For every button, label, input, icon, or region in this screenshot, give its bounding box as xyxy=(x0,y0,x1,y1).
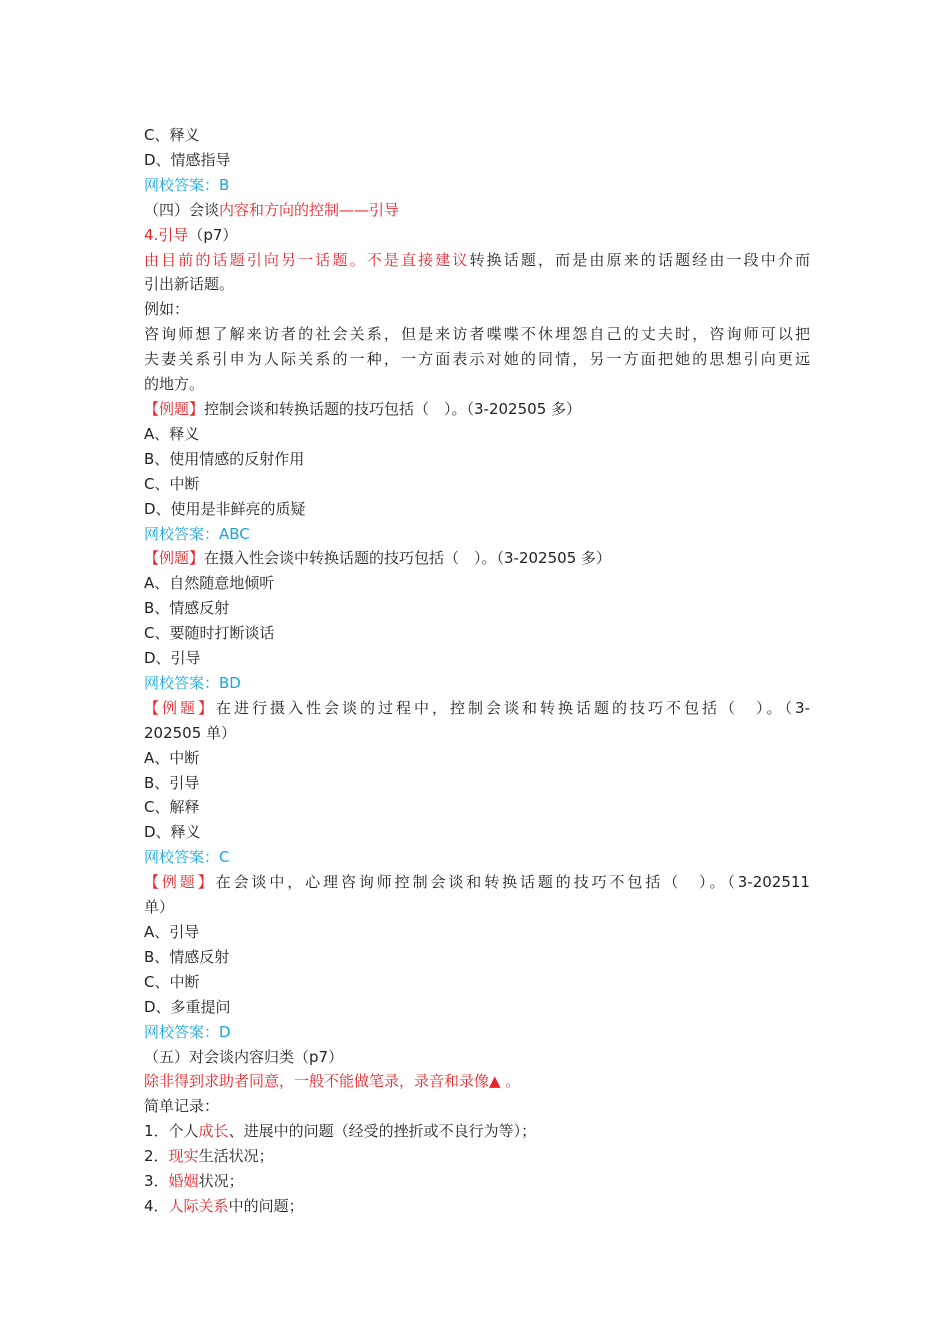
question-text: 在摄入性会谈中转换话题的技巧包括（ ）。（3-202505 多） xyxy=(204,549,612,568)
answer-line: 网校答案：D xyxy=(144,1022,231,1041)
question-option: B、使用情感的反射作用 xyxy=(144,449,305,468)
question-option: D、多重提问 xyxy=(144,997,231,1016)
question-option: A、自然随意地倾听 xyxy=(144,574,275,593)
question-option: A、释义 xyxy=(144,424,200,443)
question-text: 控制会谈和转换话题的技巧包括（ ）。（3-202505 多） xyxy=(204,399,582,418)
definition-line: 引出新话题。 xyxy=(144,275,235,294)
answer-line: 网校答案：ABC xyxy=(144,524,250,543)
list-item xyxy=(144,1194,810,1219)
example-label: 例如： xyxy=(144,300,190,319)
list-item-highlight: 婚姻 xyxy=(168,1172,199,1191)
question-option: A、中断 xyxy=(144,748,200,767)
question-text-cont: 单） xyxy=(144,898,175,917)
answer-line: 网校答案：B xyxy=(144,175,230,194)
question-option: C、中断 xyxy=(144,972,200,991)
question-tag: 【例题】 xyxy=(144,399,205,418)
definition-text: 转换话题，而是由原来的话题经由一段中介而 xyxy=(469,250,810,269)
question-option: C、要随时打断谈话 xyxy=(144,624,275,643)
question-option: B、情感反射 xyxy=(144,599,230,618)
record-label: 简单记录： xyxy=(144,1097,220,1116)
list-item-text: 、进展中的问题（经受的挫折或不良行为等）； xyxy=(228,1122,537,1141)
triangle-marker-icon: ▲ xyxy=(489,1072,501,1091)
list-item-text: 生活状况； xyxy=(198,1147,274,1166)
list-item xyxy=(144,1119,810,1144)
example-text: 夫妻关系引申为人际关系的一种，一方面表示对她的同情，另一方面把她的思想引向更远 xyxy=(144,350,810,369)
example-text: 的地方。 xyxy=(144,375,205,394)
list-item-num: 2． xyxy=(144,1147,169,1166)
section-heading-highlight: 内容和方向的控制——引导 xyxy=(219,200,400,219)
note-text: 除非得到求助者同意，一般不能做笔录，录音和录像 xyxy=(144,1072,490,1091)
option-c: C、释义 xyxy=(144,126,200,144)
subsection-title xyxy=(144,223,810,248)
list-item xyxy=(144,1169,810,1194)
list-item-text: 状况； xyxy=(198,1172,244,1191)
question-option: C、解释 xyxy=(144,798,200,817)
question-text: 在进行摄入性会谈的过程中，控制会谈和转换话题的技巧不包括（ ）。（3- xyxy=(216,698,810,717)
note-end: 。 xyxy=(500,1072,521,1091)
question-tag: 【例题】 xyxy=(144,549,205,568)
section-heading-part: （四）会谈 xyxy=(144,200,220,219)
question-option: A、引导 xyxy=(144,923,200,941)
list-item xyxy=(144,1144,810,1169)
question-stem xyxy=(144,870,810,895)
subsection-title-text: 4.引导 xyxy=(144,225,189,244)
document-page xyxy=(144,123,810,1219)
question-option: D、使用是非鲜亮的质疑 xyxy=(144,499,306,518)
list-item-num: 3． xyxy=(144,1172,169,1191)
question-text-cont: 202505 单） xyxy=(144,723,237,742)
question-option: B、引导 xyxy=(144,773,200,792)
definition-line xyxy=(144,248,810,273)
question-tag: 【例题】 xyxy=(144,698,217,717)
question-stem xyxy=(144,546,810,571)
question-stem xyxy=(144,696,810,721)
list-item-num: 1．个人 xyxy=(144,1122,199,1141)
list-item-num: 4． xyxy=(144,1196,169,1215)
list-item-highlight: 成长 xyxy=(198,1122,229,1141)
section-heading xyxy=(144,198,810,223)
question-stem xyxy=(144,397,810,422)
question-text: 在会谈中，心理咨询师控制会谈和转换话题的技巧不包括（ ）。（3-202511 xyxy=(215,873,810,892)
list-item-highlight: 现实 xyxy=(168,1147,199,1166)
answer-line: 网校答案：C xyxy=(144,848,230,867)
page-reference: （p7） xyxy=(188,225,238,244)
question-option: D、引导 xyxy=(144,649,201,668)
answer-line: 网校答案：BD xyxy=(144,673,241,692)
question-option: D、释义 xyxy=(144,823,201,842)
list-item-text: 中的问题； xyxy=(228,1196,304,1215)
question-tag: 【例题】 xyxy=(144,873,216,892)
example-text: 咨询师想了解来访者的社会关系，但是来访者喋喋不休埋怨自己的丈夫时，咨询师可以把 xyxy=(144,325,810,344)
question-option: C、中断 xyxy=(144,474,200,493)
note-line xyxy=(144,1069,810,1094)
option-d: D、情感指导 xyxy=(144,150,231,169)
question-option: B、情感反射 xyxy=(144,947,230,966)
section-heading: （五）对会谈内容归类（p7） xyxy=(144,1047,344,1066)
list-item-highlight: 人际关系 xyxy=(168,1196,229,1215)
definition-highlight: 由目前的话题引向另一话题。不是直接建议 xyxy=(144,250,470,269)
